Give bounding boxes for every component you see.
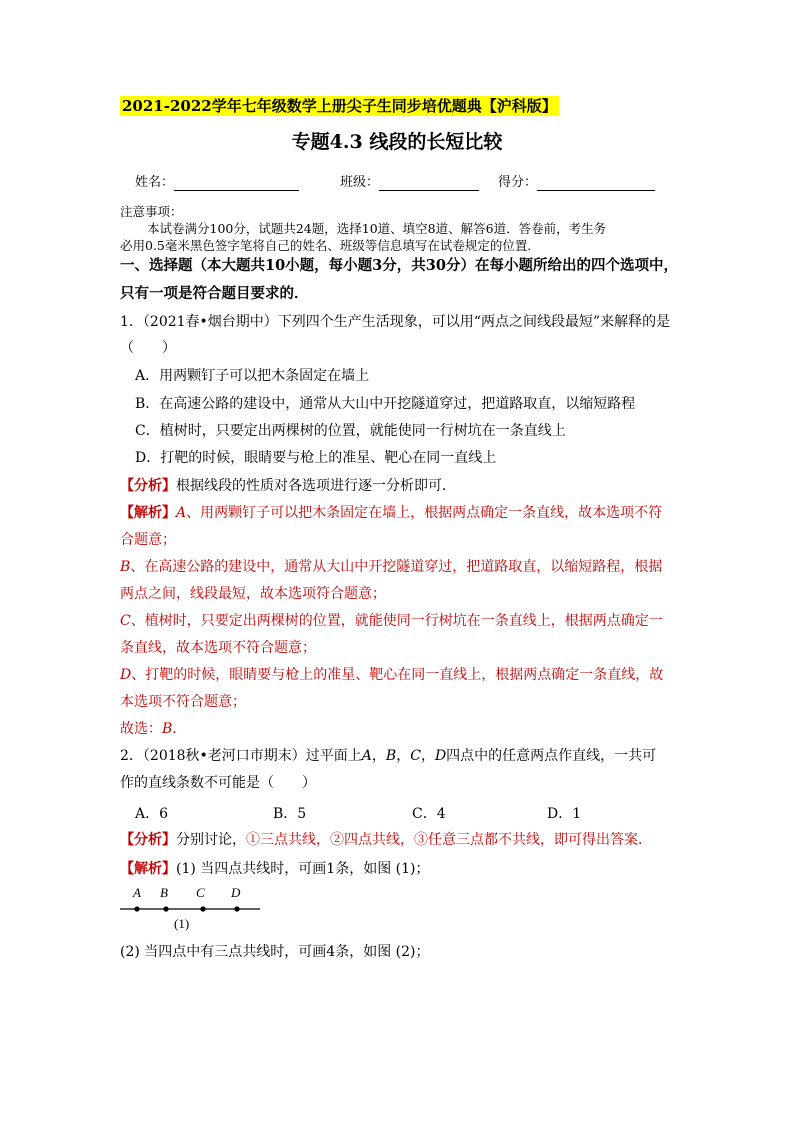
score-field: [498, 175, 655, 191]
notes-line-2: 必用0.5毫米黑色签字笔将自己的姓名、班级等信息填写在试卷规定的位置．: [120, 238, 540, 253]
q2-analysis-text-2: ①三点共线，②四点共线，③任意三点都不共线，即可得出答案．: [246, 832, 652, 848]
q1-sol-b-letter: B: [120, 559, 131, 575]
class-blank: [379, 178, 479, 191]
score-blank: [537, 178, 655, 191]
page-title: 专题4.3 线段的长短比较: [291, 131, 503, 153]
q1-solution-d-line-2: 本选项不符合题意；: [120, 694, 246, 710]
q1-solution-c-line-1: [120, 611, 663, 631]
notes-heading: 注意事项：: [120, 204, 183, 219]
q1-sol-c-letter: C: [120, 613, 131, 629]
q1-stem-line-1: 1．（2021春•烟台期中）下列四个生产生活现象，可以用“两点之间线段最短”来解释的是: [120, 314, 671, 330]
q2-stem-line-2: 作的直线条数不可能是（ ）: [120, 775, 316, 791]
q2-option-a: A．6: [135, 806, 169, 822]
notes-line-1: 本试卷满分100分，试题共24题，选择10道、填空8道、解答6道．答卷前，考生务: [147, 221, 607, 236]
q1-solution-b-line-1: [120, 557, 662, 577]
q1-analysis-text: 根据线段的性质对各选项进行逐一分析即可．: [176, 478, 456, 494]
q1-solution-c-line-2: 条直线，故本选项不符合题意；: [120, 640, 316, 656]
q2-sep-2: ，: [396, 748, 411, 764]
q2-point-c: C: [410, 748, 421, 764]
q1-option-b: B．在高速公路的建设中，通常从大山中开挖隧道穿过，把道路取直，以缩短路程: [135, 396, 636, 412]
q2-option-d: D．1: [547, 806, 582, 822]
q2-solution-tag: 【解析】: [120, 861, 176, 877]
q2-analysis: [120, 830, 652, 850]
q2-point-a: A: [361, 748, 372, 764]
figure-1-point-a: [134, 906, 139, 911]
q2-point-b: B: [385, 748, 397, 764]
score-label: 得分：: [498, 175, 538, 190]
figure-1-caption: (1): [174, 916, 190, 931]
q1-option-d: D．打靶的时候，眼睛要与枪上的准星、靶心在同一直线上: [135, 450, 497, 466]
q1-option-c: C．植树时，只要定出两棵树的位置，就能使同一行树坑在一条直线上: [135, 423, 566, 439]
q1-answer-letter: B: [162, 721, 173, 737]
q1-analysis: [120, 476, 456, 496]
q1-answer: [120, 719, 186, 739]
q1-sol-d-letter: D: [120, 667, 132, 683]
class-field: [340, 175, 479, 191]
figure-1-point-c: [200, 906, 205, 911]
figure-1-collinear-points: [118, 880, 268, 935]
q1-solution-a-line-2: 合题意；: [120, 532, 176, 548]
figure-1-label-d: D: [231, 885, 241, 900]
q1-solution-d-line-1: [120, 665, 663, 685]
q1-sol-a-text: 、用两颗钉子可以把木条固定在墙上，根据两点确定一条直线，故本选项不符: [186, 505, 663, 521]
q2-solution-line-2: (2) 当四点中有三点共线时，可画4条，如图 (2)；: [120, 944, 430, 960]
q1-solution-b-line-2: 两点之间，线段最短，故本选项符合题意；: [120, 586, 386, 602]
q2-option-c: C．4: [412, 806, 446, 822]
q2-sep-3: ，: [420, 748, 435, 764]
q1-stem-line-2: （ ）: [120, 340, 176, 356]
series-title: 2021-2022学年七年级数学上册尖子生同步培优题典【沪科版】: [122, 97, 557, 115]
figure-1-label-a: A: [133, 885, 141, 900]
q2-stem-part-2: 四点中的任意两点作直线，一共可: [446, 748, 657, 764]
q2-analysis-text-1: 分别讨论，: [176, 832, 246, 848]
q1-option-a: A．用两颗钉子可以把木条固定在墙上: [135, 368, 370, 384]
figure-1-point-d: [234, 906, 239, 911]
q2-stem-part-1: 2．（2018秋•老河口市期末）过平面上: [120, 748, 362, 764]
q2-solution-line-1: [120, 859, 429, 879]
q1-sol-c-text: 、植树时，只要定出两棵树的位置，就能使同一行树坑在一条直线上，根据两点确定一: [130, 613, 663, 629]
section-heading-line-1: 一、选择题（本大题共10小题，每小题3分，共30分）在每小题所给出的四个选项中，: [120, 257, 678, 274]
section-heading-line-2: 只有一项是符合题目要求的．: [120, 285, 309, 302]
figure-1-label-c: C: [196, 885, 205, 900]
q1-solution-tag: 【解析】: [120, 505, 176, 521]
q2-sep-1: ，: [371, 748, 386, 764]
figure-1-label-b: B: [160, 885, 168, 900]
figure-1-point-b: [163, 906, 168, 911]
q1-answer-end: ．: [172, 721, 187, 737]
q1-sol-a-letter: A: [176, 505, 187, 521]
q2-solution-text-1: (1) 当四点共线时，可画1条，如图 (1)；: [176, 861, 430, 877]
q1-solution-a-line-1: [120, 503, 662, 523]
class-label: 班级：: [340, 175, 380, 190]
q2-option-b: B．5: [273, 806, 307, 822]
q1-analysis-tag: 【分析】: [120, 478, 176, 494]
name-label: 姓名：: [135, 175, 175, 190]
q1-sol-d-text: 、打靶的时候，眼睛要与枪上的准星、靶心在同一直线上，根据两点确定一条直线，故: [131, 667, 664, 683]
q1-answer-label: 故选：: [120, 721, 162, 737]
name-blank: [174, 178, 299, 191]
name-field: [135, 175, 299, 191]
q2-stem-line-1: [120, 746, 656, 766]
q2-analysis-tag: 【分析】: [120, 832, 176, 848]
q1-sol-b-text: 、在高速公路的建设中，通常从大山中开挖隧道穿过，把道路取直，以缩短路程，根据: [130, 559, 663, 575]
q2-point-d: D: [434, 748, 447, 764]
